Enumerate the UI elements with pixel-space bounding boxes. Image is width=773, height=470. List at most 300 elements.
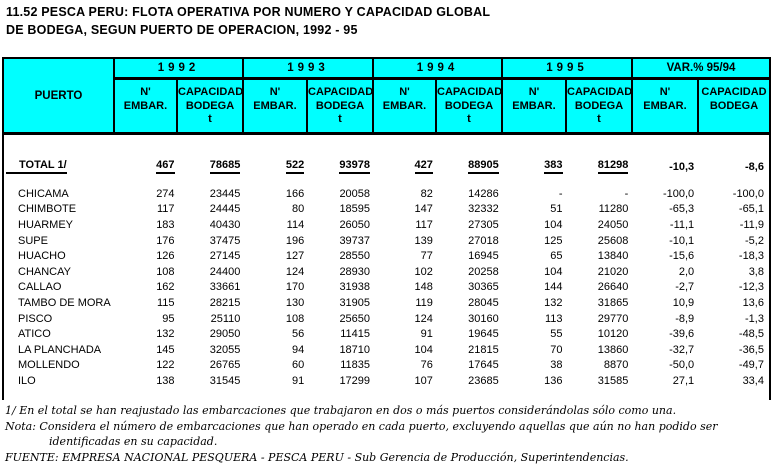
value-text: 40430 xyxy=(209,218,241,231)
subheader-line: BODEGA xyxy=(315,99,365,112)
value-text: -100,0 xyxy=(662,187,695,200)
value-cell xyxy=(245,328,309,340)
value-cell xyxy=(699,328,769,340)
value-cell xyxy=(309,328,375,340)
puerto-cell xyxy=(4,359,117,371)
value-text: 21020 xyxy=(597,265,629,278)
value-text: -10,3 xyxy=(669,160,695,173)
value-text: 24445 xyxy=(209,203,241,216)
value-text: 28045 xyxy=(468,296,499,309)
table-row xyxy=(4,233,769,249)
value-cell xyxy=(117,188,180,200)
value-cell xyxy=(117,297,180,309)
value-cell xyxy=(568,297,634,309)
value-text: 25650 xyxy=(339,312,371,325)
value-text: 27,1 xyxy=(672,374,695,387)
value-cell xyxy=(633,344,699,356)
value-cell xyxy=(180,159,246,174)
value-text: 31585 xyxy=(597,374,629,387)
table-row xyxy=(4,295,769,311)
value-text: 38 xyxy=(550,359,563,372)
table-row xyxy=(4,202,769,218)
value-text: 31905 xyxy=(339,296,371,309)
value-cell xyxy=(699,297,769,309)
value-cell xyxy=(568,328,634,340)
value-cell xyxy=(375,219,438,231)
value-cell xyxy=(117,250,180,262)
value-cell xyxy=(309,219,375,231)
value-text: 13,6 xyxy=(742,296,764,309)
puerto-cell xyxy=(4,159,117,174)
subheader-line: BODEGA xyxy=(444,99,494,112)
puerto-label: TAMBO DE MORA xyxy=(18,296,111,309)
value-text: -18,3 xyxy=(738,250,764,263)
value-cell xyxy=(504,281,568,293)
value-text: 80 xyxy=(291,203,305,216)
value-cell xyxy=(438,219,504,231)
value-text: 30365 xyxy=(468,281,499,294)
subheader-line: EMBAR. xyxy=(382,99,427,112)
value-text: -48,5 xyxy=(738,328,764,341)
value-text: 148 xyxy=(414,281,433,294)
value-text: -1,3 xyxy=(745,312,764,325)
value-cell xyxy=(504,219,568,231)
value-cell xyxy=(504,188,568,200)
value-cell xyxy=(309,313,375,325)
value-text: 25608 xyxy=(597,234,629,247)
value-cell xyxy=(504,297,568,309)
value-text: 51 xyxy=(550,203,563,216)
value-cell xyxy=(375,375,438,387)
value-text: 115 xyxy=(157,296,175,309)
puerto-cell xyxy=(4,328,117,340)
value-text: 132 xyxy=(156,328,175,341)
value-text: -15,6 xyxy=(669,250,695,263)
value-cell xyxy=(309,359,375,371)
value-cell xyxy=(375,313,438,325)
value-text: 78685 xyxy=(210,159,241,174)
value-cell xyxy=(438,344,504,356)
subheader-line: CAPACIDAD xyxy=(178,86,244,98)
value-cell xyxy=(438,159,504,174)
value-cell xyxy=(180,313,246,325)
value-text: 17299 xyxy=(339,374,371,387)
value-text: 11415 xyxy=(340,328,371,341)
value-cell xyxy=(309,235,375,247)
value-text: 32332 xyxy=(468,203,499,216)
value-cell xyxy=(568,235,634,247)
value-text: -39,6 xyxy=(669,328,695,341)
table-row xyxy=(4,373,769,389)
subheader-n-embar xyxy=(503,80,567,132)
puerto-label: CALLAO xyxy=(18,281,62,294)
value-text: 2,0 xyxy=(678,265,695,278)
value-text: 76 xyxy=(420,359,433,372)
value-cell xyxy=(699,203,769,215)
value-cell xyxy=(375,235,438,247)
value-cell xyxy=(438,188,504,200)
subheader-capacidad-bodega xyxy=(437,80,503,132)
value-text: 10,9 xyxy=(672,296,695,309)
value-text: 467 xyxy=(156,159,174,174)
value-cell xyxy=(568,281,634,293)
value-text: 23685 xyxy=(468,374,499,387)
value-cell xyxy=(438,281,504,293)
value-cell xyxy=(117,235,180,247)
subheader-line: EMBAR. xyxy=(123,99,168,112)
value-cell xyxy=(309,375,375,387)
value-cell xyxy=(568,250,634,262)
value-cell xyxy=(438,203,504,215)
value-text: -100,0 xyxy=(732,187,764,200)
value-text: 18595 xyxy=(339,203,371,216)
value-cell xyxy=(309,250,375,262)
subheader-n-embar xyxy=(374,80,437,132)
value-cell xyxy=(117,375,180,387)
value-text: 114 xyxy=(286,218,305,231)
value-text: -32,7 xyxy=(669,343,695,356)
value-text: 170 xyxy=(285,281,305,294)
value-text: 94 xyxy=(291,343,305,356)
value-cell xyxy=(699,235,769,247)
value-text: 144 xyxy=(544,281,563,294)
value-cell xyxy=(633,161,699,173)
value-text: 27145 xyxy=(209,250,241,263)
subheader-line: EMBAR. xyxy=(253,99,297,112)
value-cell xyxy=(375,281,438,293)
puerto-cell xyxy=(4,375,117,387)
puerto-label: HUACHO xyxy=(18,250,66,263)
value-cell xyxy=(504,266,568,278)
value-text: 136 xyxy=(544,374,563,387)
year-group-header: 1994 xyxy=(374,59,503,80)
footnote-nota: Nota: Considera el número de embarcaciones que han operado en cada puerto, excluyendo aquellas que aún no han podido ser xyxy=(5,419,718,433)
value-cell xyxy=(245,250,309,262)
value-cell xyxy=(245,313,309,325)
value-text: -65,3 xyxy=(669,203,695,216)
value-cell xyxy=(438,328,504,340)
puerto-label: SUPE xyxy=(18,234,48,247)
value-cell xyxy=(504,375,568,387)
value-text: 104 xyxy=(544,265,563,278)
value-cell xyxy=(504,235,568,247)
value-text: 29050 xyxy=(209,328,241,341)
page-title-line2: DE BODEGA, SEGUN PUERTO DE OPERACION, 1992 - 95 xyxy=(6,22,358,37)
value-text: 29770 xyxy=(597,312,629,325)
value-cell xyxy=(633,235,699,247)
value-text: -50,0 xyxy=(669,359,695,372)
value-cell xyxy=(438,235,504,247)
value-cell xyxy=(245,375,309,387)
subheader-capacidad-bodega xyxy=(308,80,374,132)
value-text: 522 xyxy=(286,159,304,174)
footnotes xyxy=(5,403,718,465)
value-text: 17645 xyxy=(468,359,499,372)
subheader-line: CAPACIDAD xyxy=(308,86,374,98)
value-text: 383 xyxy=(544,159,562,174)
puerto-cell xyxy=(4,281,117,293)
subheader-row xyxy=(115,80,769,132)
subheader-line: N' xyxy=(399,86,410,98)
value-cell xyxy=(375,266,438,278)
spacer xyxy=(4,175,769,186)
puerto-label: LA PLANCHADA xyxy=(18,343,102,356)
value-text: 126 xyxy=(156,250,175,263)
value-cell xyxy=(245,235,309,247)
value-cell xyxy=(309,203,375,215)
value-text: 20058 xyxy=(339,187,371,200)
value-cell xyxy=(245,188,309,200)
value-text: 119 xyxy=(415,296,433,309)
value-cell xyxy=(633,313,699,325)
value-cell xyxy=(699,188,769,200)
fleet-table xyxy=(2,57,771,400)
value-cell xyxy=(309,188,375,200)
value-text: 10120 xyxy=(597,328,629,341)
table-row xyxy=(4,358,769,374)
value-text: 24400 xyxy=(209,265,241,278)
puerto-cell xyxy=(4,344,117,356)
puerto-cell xyxy=(4,297,117,309)
value-text: 124 xyxy=(414,312,433,325)
value-text: 14286 xyxy=(468,187,499,200)
value-text: 162 xyxy=(156,281,175,294)
value-text: 104 xyxy=(544,218,563,231)
value-text: 127 xyxy=(285,250,305,263)
value-cell xyxy=(375,250,438,262)
footnote-nota-continued: identificadas en su capacidad. xyxy=(49,435,218,448)
table-header xyxy=(4,59,769,135)
puerto-label: MOLLENDO xyxy=(18,359,80,372)
value-cell xyxy=(180,235,246,247)
value-cell xyxy=(438,375,504,387)
value-text: - xyxy=(624,187,629,200)
value-cell xyxy=(309,281,375,293)
value-text: 113 xyxy=(544,312,563,325)
value-cell xyxy=(699,313,769,325)
table-row xyxy=(4,280,769,296)
subheader-capacidad-bodega xyxy=(178,80,244,132)
value-text: 145 xyxy=(156,343,175,356)
subheader-line: BODEGA xyxy=(574,99,624,112)
value-text: 30160 xyxy=(468,312,499,325)
value-text: -10,1 xyxy=(669,234,695,247)
value-cell xyxy=(309,297,375,309)
value-text: 91 xyxy=(291,374,305,387)
value-text: 28930 xyxy=(339,265,371,278)
value-cell xyxy=(568,219,634,231)
table-row xyxy=(4,217,769,233)
value-text: -11,9 xyxy=(739,218,764,231)
value-text: 3,8 xyxy=(748,265,764,278)
value-cell xyxy=(504,344,568,356)
puerto-label: TOTAL 1/ xyxy=(6,159,67,174)
value-text: 28550 xyxy=(339,250,371,263)
value-text: 95 xyxy=(162,312,175,325)
column-header-puerto: PUERTO xyxy=(4,59,115,132)
value-text: 125 xyxy=(544,234,563,247)
value-text: -49,7 xyxy=(738,359,764,372)
value-text: 147 xyxy=(414,203,433,216)
subheader-line: N' xyxy=(528,86,540,98)
value-cell xyxy=(504,313,568,325)
value-text: 28215 xyxy=(209,296,241,309)
puerto-cell xyxy=(4,313,117,325)
value-text: 26765 xyxy=(209,359,241,372)
value-cell xyxy=(568,159,634,174)
puerto-label: CHICAMA xyxy=(18,187,69,200)
value-cell xyxy=(633,219,699,231)
value-cell xyxy=(245,219,309,231)
value-cell xyxy=(504,359,568,371)
table-body xyxy=(4,158,769,418)
value-cell xyxy=(438,250,504,262)
value-cell xyxy=(699,219,769,231)
value-text: 33,4 xyxy=(742,374,764,387)
puerto-cell xyxy=(4,235,117,247)
value-text: 70 xyxy=(550,343,563,356)
value-cell xyxy=(633,297,699,309)
value-text: 11280 xyxy=(598,203,629,216)
value-text: 16945 xyxy=(468,250,499,263)
value-cell xyxy=(117,266,180,278)
subheader-line: t xyxy=(597,113,601,125)
value-cell xyxy=(633,359,699,371)
subheader-line: CAPACIDAD xyxy=(701,86,767,98)
value-text: 124 xyxy=(285,265,305,278)
value-cell xyxy=(180,328,246,340)
subheader-line: N' xyxy=(140,86,151,98)
subheader-line: EMBAR. xyxy=(512,99,556,112)
value-text: 107 xyxy=(414,374,433,387)
page-title-line1: 11.52 PESCA PERU: FLOTA OPERATIVA POR NUMERO Y CAPACIDAD GLOBAL xyxy=(6,5,491,19)
value-cell xyxy=(568,375,634,387)
value-text: 108 xyxy=(285,312,305,325)
value-cell xyxy=(309,344,375,356)
subheader-capacidad-bodega xyxy=(567,80,633,132)
value-text: 31865 xyxy=(597,296,629,309)
value-cell xyxy=(633,328,699,340)
table-row xyxy=(4,186,769,202)
value-cell xyxy=(568,313,634,325)
puerto-cell xyxy=(4,188,117,200)
value-cell xyxy=(375,188,438,200)
value-cell xyxy=(568,203,634,215)
value-text: 18710 xyxy=(339,343,371,356)
value-cell xyxy=(699,266,769,278)
value-text: 60 xyxy=(291,359,305,372)
value-cell xyxy=(504,328,568,340)
value-cell xyxy=(180,250,246,262)
value-text: 65 xyxy=(550,250,563,263)
value-text: 274 xyxy=(156,187,175,200)
value-cell xyxy=(438,297,504,309)
year-group-header: 1995 xyxy=(503,59,633,80)
value-text: 183 xyxy=(156,218,175,231)
value-cell xyxy=(245,159,309,174)
footnote-1: 1/ En el total se han reajustado las embarcaciones que trabajaron en dos o más puertos considerándolas sólo como una. xyxy=(5,404,677,417)
value-cell xyxy=(180,344,246,356)
value-cell xyxy=(180,203,246,215)
value-cell xyxy=(375,359,438,371)
value-text: 26640 xyxy=(597,281,629,294)
value-cell xyxy=(438,313,504,325)
subheader-line: t xyxy=(467,113,471,125)
value-cell xyxy=(504,159,568,174)
value-text: 31545 xyxy=(209,374,241,387)
value-cell xyxy=(375,159,438,174)
year-group-header: 1993 xyxy=(244,59,374,80)
value-cell xyxy=(699,281,769,293)
value-cell xyxy=(504,203,568,215)
value-text: - xyxy=(558,187,563,200)
value-text: 91 xyxy=(420,328,433,341)
value-text: 117 xyxy=(415,218,433,231)
value-text: -11,1 xyxy=(669,218,695,231)
puerto-label: ATICO xyxy=(18,328,51,341)
value-cell xyxy=(568,188,634,200)
value-text: 31938 xyxy=(339,281,371,294)
year-group-header: VAR.% 95/94 xyxy=(633,59,769,80)
value-text: 27018 xyxy=(468,234,499,247)
value-cell xyxy=(504,250,568,262)
value-text: 427 xyxy=(415,159,433,174)
value-cell xyxy=(180,297,246,309)
value-text: 117 xyxy=(157,203,175,216)
value-text: 130 xyxy=(285,296,305,309)
subheader-n-embar xyxy=(633,80,699,132)
value-cell xyxy=(180,281,246,293)
value-cell xyxy=(309,159,375,174)
value-text: 122 xyxy=(156,359,175,372)
value-cell xyxy=(633,266,699,278)
value-text: 27305 xyxy=(468,218,499,231)
puerto-label: HUARMEY xyxy=(18,218,74,231)
value-cell xyxy=(375,344,438,356)
value-cell xyxy=(568,359,634,371)
footnote-fuente: FUENTE: EMPRESA NACIONAL PESQUERA - PESCA PERU - Sub Gerencia de Producción, Superintendencias. xyxy=(5,450,629,464)
subheader-line: BODEGA xyxy=(185,99,235,112)
value-text: 32055 xyxy=(209,343,241,356)
value-cell xyxy=(117,219,180,231)
puerto-cell xyxy=(4,266,117,278)
value-text: -36,5 xyxy=(738,343,764,356)
subheader-line: N' xyxy=(269,86,281,98)
value-text: 21815 xyxy=(468,343,499,356)
value-cell xyxy=(180,188,246,200)
value-cell xyxy=(180,266,246,278)
value-text: 108 xyxy=(156,265,175,278)
value-cell xyxy=(375,203,438,215)
value-text: 138 xyxy=(156,374,175,387)
year-group-header: 1992 xyxy=(115,59,244,80)
subheader-line: N' xyxy=(659,86,671,98)
value-text: 102 xyxy=(414,265,433,278)
puerto-cell xyxy=(4,250,117,262)
puerto-label: ILO xyxy=(18,374,36,387)
value-cell xyxy=(245,266,309,278)
value-cell xyxy=(438,359,504,371)
value-text: -8,6 xyxy=(745,160,764,173)
value-cell xyxy=(245,281,309,293)
value-cell xyxy=(699,359,769,371)
value-text: -2,7 xyxy=(675,281,695,294)
value-cell xyxy=(699,344,769,356)
value-text: 196 xyxy=(285,234,305,247)
value-cell xyxy=(633,188,699,200)
value-cell xyxy=(568,266,634,278)
value-cell xyxy=(309,266,375,278)
